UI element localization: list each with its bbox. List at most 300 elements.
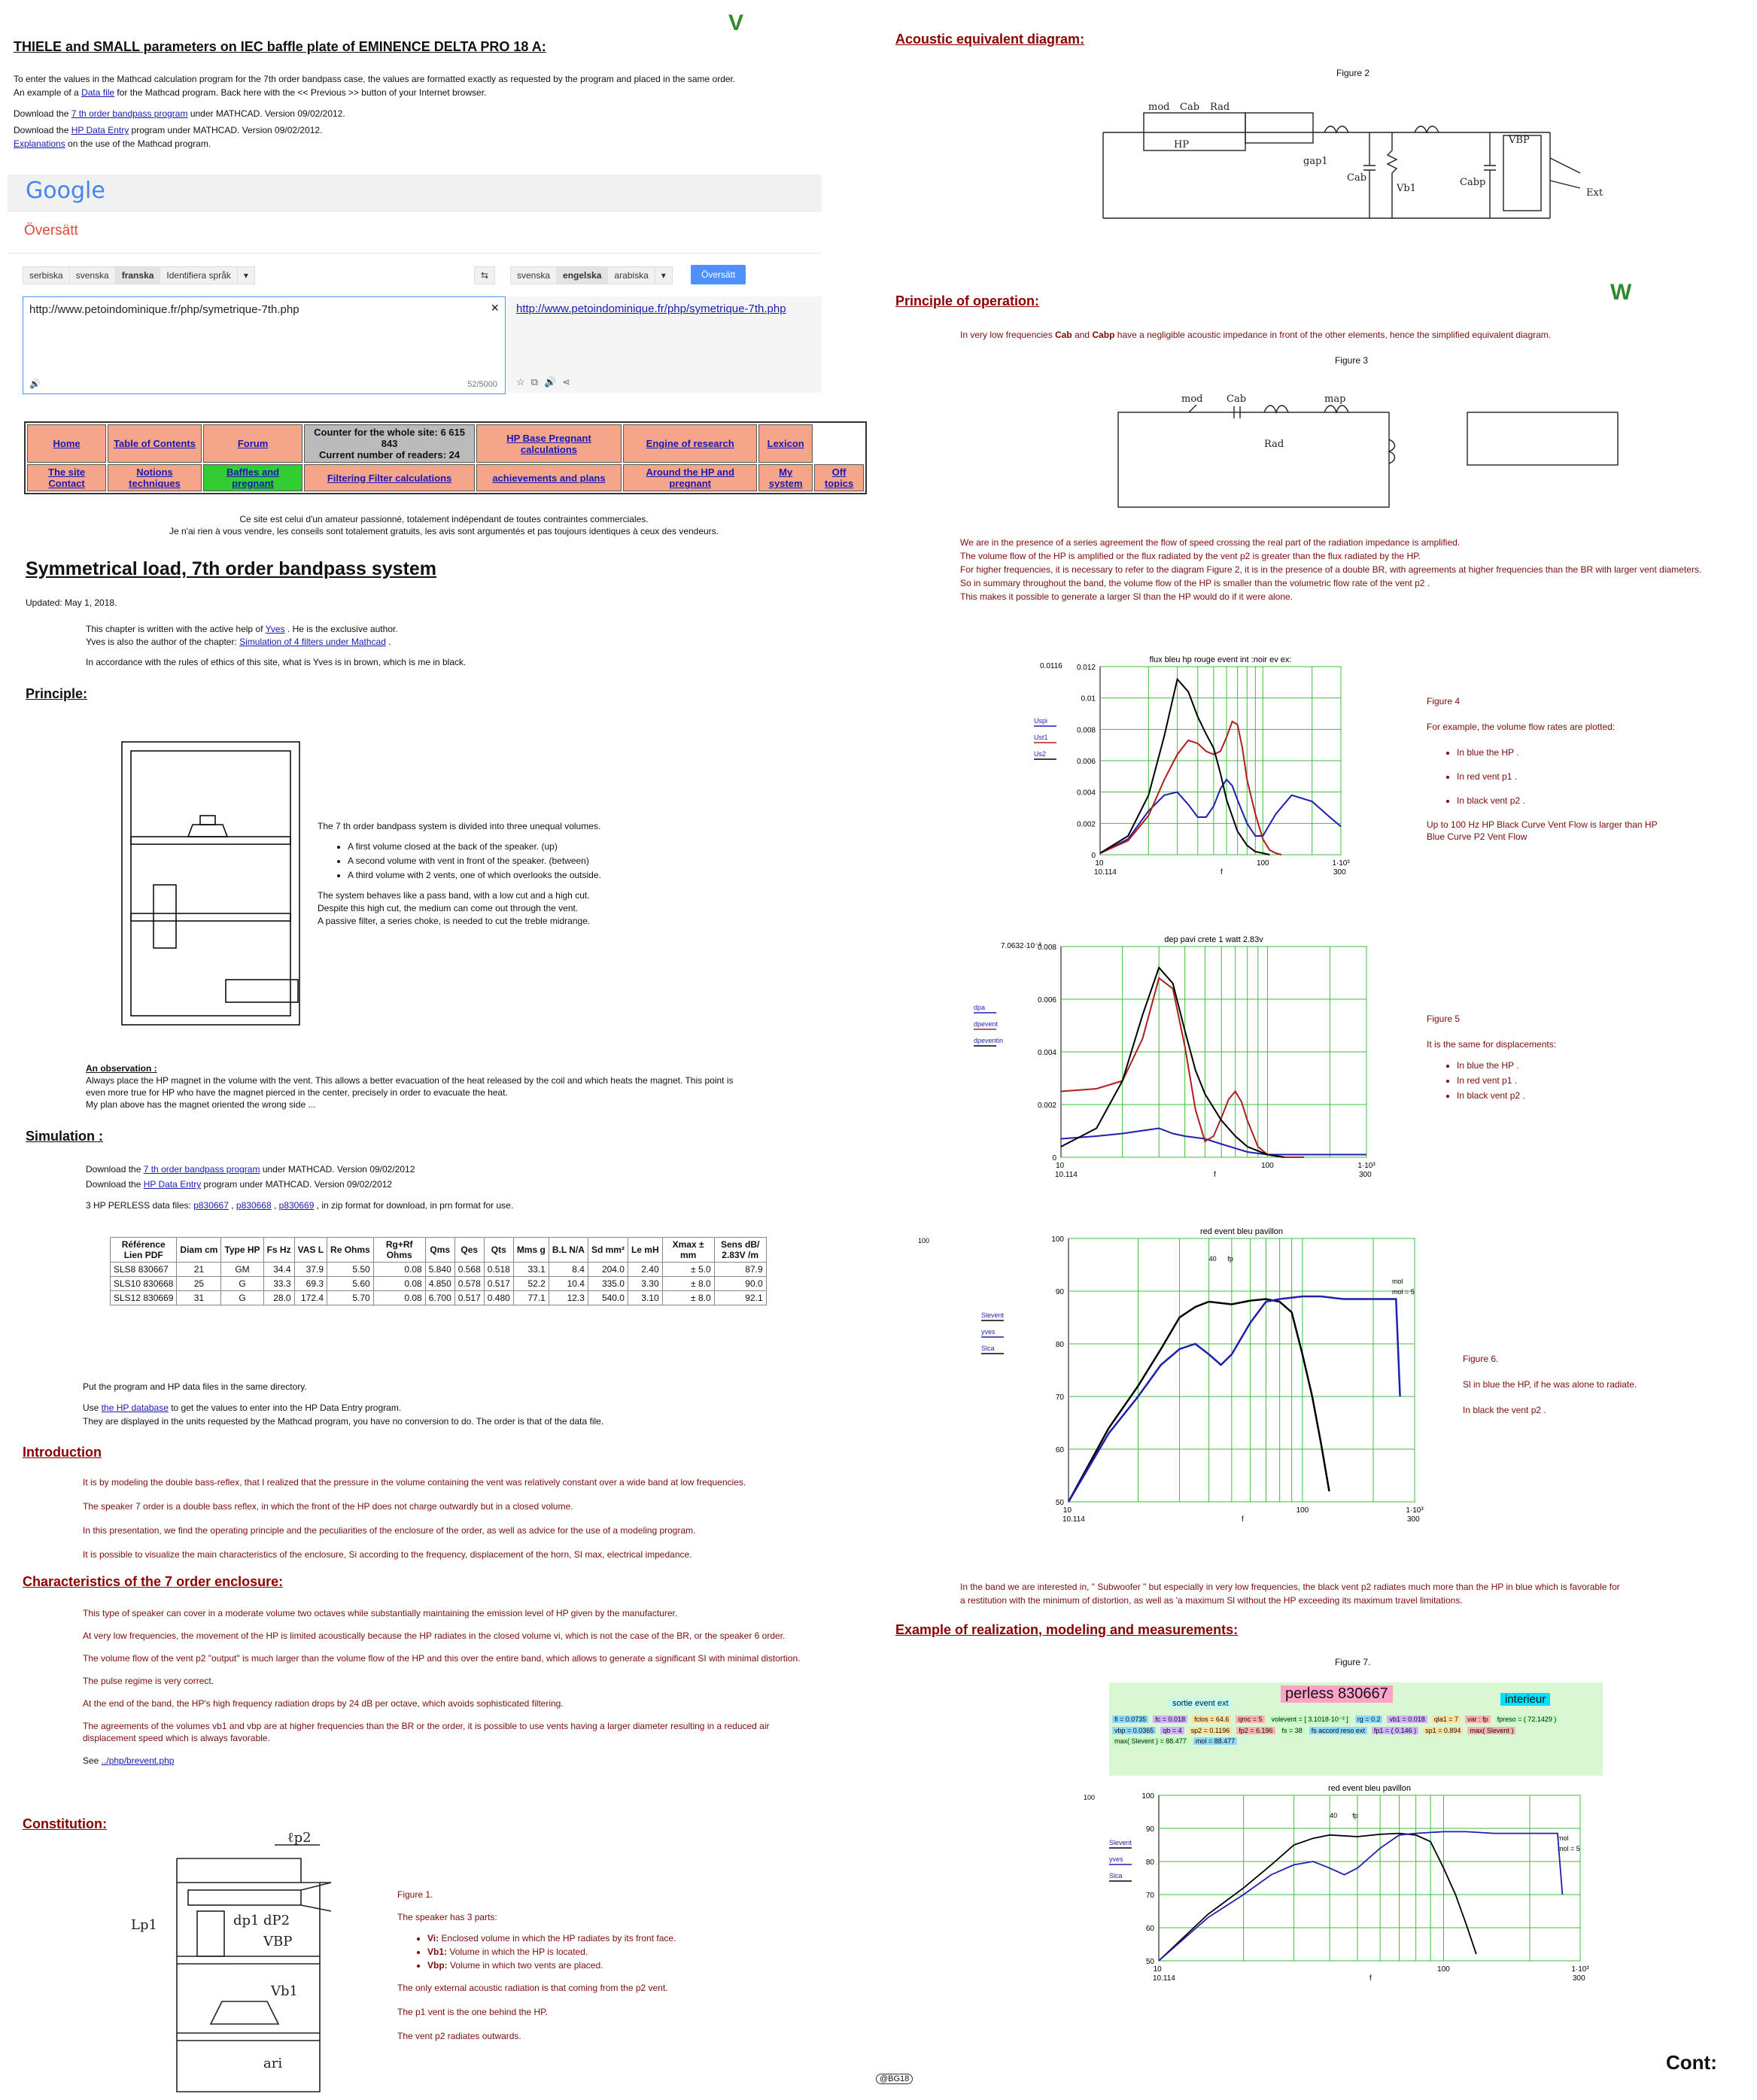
data-file-link[interactable]: Data file bbox=[81, 87, 115, 98]
x-axis-label: f bbox=[1369, 1974, 1372, 1983]
table-cell: G bbox=[221, 1291, 263, 1305]
nav-filtering[interactable] bbox=[304, 464, 474, 491]
rab-resistor bbox=[1388, 132, 1397, 218]
file-p830669-link[interactable]: p830669 bbox=[278, 1200, 315, 1211]
fig3-map: map bbox=[1324, 394, 1346, 405]
rad-box bbox=[1245, 113, 1313, 143]
y-tick-label: 50 bbox=[1145, 1958, 1154, 1966]
table-header-cell: Qms bbox=[425, 1238, 454, 1263]
y-tick-label: 0 bbox=[1091, 852, 1096, 860]
nav-home-link[interactable]: Home bbox=[53, 438, 81, 449]
visitor-counter bbox=[304, 424, 474, 463]
y-tick-label: 100 bbox=[1141, 1792, 1154, 1801]
nav-forum-link[interactable]: Forum bbox=[237, 438, 269, 449]
nav-forum[interactable] bbox=[203, 424, 303, 463]
fig7-parameter: sp2 = 0.1196 bbox=[1189, 1727, 1233, 1734]
x-tick-label: 10 bbox=[1062, 1506, 1072, 1515]
part-vbp-name: Vbp: bbox=[427, 1960, 448, 1971]
enclosure-outer bbox=[122, 742, 299, 1025]
figure7-panel bbox=[1109, 1682, 1603, 1776]
sim-files-prefix: 3 HP PERLESS data files: bbox=[86, 1200, 194, 1211]
figure1-text bbox=[397, 1889, 804, 2042]
inductor-b bbox=[1324, 406, 1348, 412]
table-cell: 0.08 bbox=[373, 1263, 425, 1277]
observation-heading: An observation : bbox=[86, 1063, 157, 1074]
google-translate-widget bbox=[8, 175, 822, 408]
part-vi-name: Vi: bbox=[427, 1933, 439, 1943]
hp-table-body bbox=[111, 1263, 767, 1305]
source-text: http://www.petoindominique.fr/php/symetrique-7th.php bbox=[29, 303, 299, 316]
table-cell: ± 5.0 bbox=[662, 1263, 714, 1277]
label-lp1: Lp1 bbox=[131, 1917, 157, 1933]
char-paragraph: At the end of the band, the HP's high frequency radiation drops by 24 dB per octave, which avoids sophisticated filtering. bbox=[83, 1698, 564, 1709]
chart-annotation: fp bbox=[1352, 1812, 1358, 1819]
file-p830667-link[interactable]: p830667 bbox=[193, 1200, 229, 1211]
poo-paragraph: So in summary throughout the band, the volume flow of the HP is smaller than the volumetric flow rate of the vent p2 . bbox=[960, 578, 1430, 588]
download-line-1 bbox=[14, 107, 826, 120]
hp-data-entry-link[interactable]: HP Data Entry bbox=[71, 125, 129, 135]
table-header-cell: Fs Hz bbox=[263, 1238, 294, 1263]
char-count: 52/5000 bbox=[467, 380, 497, 389]
divider bbox=[8, 253, 822, 254]
lang-svenska[interactable]: svenska bbox=[69, 266, 116, 284]
x-tick-label: 1·10³ bbox=[1406, 1506, 1424, 1515]
char-paragraph: This type of speaker can cover in a moderate volume two octaves while substantially maintaining the emission level of HP given by the manufacturer. bbox=[83, 1608, 678, 1618]
principle-p3: A passive filter, a series choke, is needed to cut the treble midrange. bbox=[318, 916, 591, 926]
figure5-caption: Figure 5 bbox=[1427, 1014, 1461, 1024]
author2-prefix: Yves is also the author of the chapter: bbox=[86, 637, 240, 647]
label-vi: ari bbox=[263, 2056, 283, 2071]
y-tick-label: 100 bbox=[1051, 1235, 1064, 1244]
label-dp1: dp1 bbox=[233, 1913, 260, 1928]
author1-prefix: This chapter is written with the active help of bbox=[86, 624, 266, 634]
lbl-rad: Rad bbox=[1210, 102, 1230, 113]
y-tick-label: 0.012 bbox=[1076, 664, 1096, 672]
table-header-cell: Mms g bbox=[513, 1238, 549, 1263]
y-top-label: 0.0116 bbox=[1040, 662, 1062, 670]
enclosure-diagram bbox=[120, 740, 301, 1026]
fig3-rad: Rad bbox=[1264, 439, 1284, 450]
counter-total: Counter for the whole site: 6 615 843 bbox=[314, 427, 465, 449]
sim-dl2-prefix: Download the bbox=[86, 1179, 144, 1190]
principle-p2: Despite this high cut, the medium can come out through the vent. bbox=[318, 903, 579, 913]
site-navigation bbox=[24, 421, 867, 494]
fig7-parameter: qmc = 5 bbox=[1236, 1716, 1264, 1723]
file-p830668-link[interactable]: p830668 bbox=[236, 1200, 272, 1211]
table-cell: SLS12 830669 bbox=[111, 1291, 177, 1305]
legend-label: Uspi bbox=[1034, 717, 1048, 725]
table-cell: 0.518 bbox=[484, 1263, 513, 1277]
brevent-link[interactable]: ../php/brevent.php bbox=[101, 1755, 175, 1766]
source-textarea[interactable] bbox=[23, 296, 506, 394]
download-line-3 bbox=[14, 137, 826, 150]
lbl-cabp: Cabp bbox=[1460, 177, 1486, 188]
fig7-right-label: interieur bbox=[1500, 1693, 1550, 1706]
nav-around-hp-link[interactable]: Around the HP and pregnant bbox=[646, 466, 734, 489]
nav-my-system[interactable] bbox=[758, 464, 813, 491]
poo-paragraphs bbox=[960, 536, 1750, 603]
table-cell: 8.4 bbox=[549, 1263, 588, 1277]
lbl-ext: Ext bbox=[1586, 187, 1603, 199]
vent-p2-tube bbox=[188, 1890, 301, 1905]
nav-around-hp[interactable] bbox=[623, 464, 757, 491]
fig7-title: perless 830667 bbox=[1281, 1685, 1393, 1703]
principle-of-operation-heading: Principle of operation: bbox=[895, 293, 1040, 308]
x-axis-label: f bbox=[1220, 868, 1223, 877]
fig7-parameter: max( Slevent ) = 88.477 bbox=[1112, 1737, 1189, 1745]
mapp-coil bbox=[1389, 439, 1395, 463]
components-1 bbox=[1189, 405, 1240, 418]
nav-lexicon[interactable] bbox=[758, 424, 813, 463]
vbp-box bbox=[1503, 135, 1541, 211]
table-header-cell: Rg+Rf Ohms bbox=[373, 1238, 425, 1263]
table-cell: 4.850 bbox=[425, 1277, 454, 1291]
chart-annotation: fp bbox=[1227, 1255, 1233, 1263]
nav-contact-link[interactable]: The site Contact bbox=[48, 466, 86, 489]
figure4-item: • In black vent p2 . bbox=[1457, 795, 1743, 807]
table-cell: 0.578 bbox=[454, 1277, 484, 1291]
table-header-cell: Diam cm bbox=[177, 1238, 221, 1263]
table-cell: 34.4 bbox=[263, 1263, 294, 1277]
chart-annotation: mol = 5 bbox=[1558, 1845, 1580, 1852]
lang-target-svenska[interactable]: svenska bbox=[510, 266, 557, 284]
swap-languages-icon[interactable]: ⇆ bbox=[474, 266, 495, 284]
char-paragraph: At very low frequencies, the movement of the HP is limited acoustically because the HP radiates in the closed volume vi, which is not the case of the BR, or the speaker 6 order. bbox=[83, 1630, 786, 1641]
example-heading: Example of realization, modeling and measurements: bbox=[895, 1622, 1239, 1637]
sim-bandpass-link[interactable]: 7 th order bandpass program bbox=[143, 1164, 260, 1175]
dl2-prefix: Download the bbox=[14, 125, 71, 135]
article-title: Symmetrical load, 7th order bandpass system bbox=[26, 558, 437, 579]
figure4-item: • In red vent p1 . bbox=[1457, 770, 1743, 783]
acoustic-diagram-heading: Acoustic equivalent diagram: bbox=[895, 32, 1085, 47]
target-chevron-down-icon[interactable]: ▾ bbox=[655, 266, 673, 284]
table-cell: 52.2 bbox=[513, 1277, 549, 1291]
table-header-cell: Re Ohms bbox=[327, 1238, 374, 1263]
figure4-item: • In blue the HP . bbox=[1457, 746, 1743, 758]
yves-link[interactable]: Yves bbox=[265, 624, 285, 634]
fig7-parameter: fp1 = ( 0.146 ) bbox=[1372, 1727, 1418, 1734]
table-cell: ± 8.0 bbox=[662, 1291, 714, 1305]
share-icon[interactable]: ⋖ bbox=[562, 376, 577, 387]
google-logo[interactable]: Google bbox=[26, 178, 105, 204]
copy-icon[interactable]: ⧉ bbox=[530, 376, 544, 387]
table-header-cell: Xmax ± mm bbox=[662, 1238, 714, 1263]
nav-contact[interactable] bbox=[27, 464, 106, 491]
principle-item: • A second volume with vent in front of the speaker. (between) bbox=[348, 855, 739, 868]
chart-title: flux bleu hp rouge event int :noir ev ex: bbox=[1149, 655, 1292, 664]
y-tick-label: 80 bbox=[1055, 1341, 1064, 1349]
fig7-parameter: var : fp bbox=[1465, 1716, 1491, 1723]
introduction-heading: Introduction bbox=[23, 1445, 102, 1460]
x-tick-label: 10 bbox=[1056, 1162, 1065, 1170]
legend-label: dpevent bbox=[974, 1020, 999, 1028]
chart-title: red event bleu pavillon bbox=[1199, 1227, 1284, 1236]
part-vb1-name: Vb1: bbox=[427, 1947, 448, 1957]
bandpass-program-link[interactable]: 7 th order bandpass program bbox=[71, 108, 188, 119]
hp-table-header bbox=[111, 1238, 767, 1263]
legend-label: Slevent bbox=[1109, 1839, 1132, 1846]
poo-paragraph: This makes it possible to generate a larger Sl than the HP would do if it were alone. bbox=[960, 591, 1293, 602]
disclaimer bbox=[23, 513, 865, 537]
chart-annotation: mol = 5 bbox=[1392, 1288, 1415, 1296]
explanations-link[interactable]: Explanations bbox=[14, 138, 65, 149]
translate-button[interactable]: Översätt bbox=[691, 265, 746, 284]
figure7-caption: Figure 7. bbox=[1335, 1657, 1371, 1667]
hp-database-link[interactable]: the HP database bbox=[101, 1403, 169, 1413]
fig7-parameter: max( Slevent ) bbox=[1467, 1727, 1515, 1734]
nav-filtering-link[interactable]: Filtering Filter calculations bbox=[327, 472, 452, 484]
nav-my-system-link[interactable]: My system bbox=[768, 466, 803, 489]
figure1-p2: The only external acoustic radiation is that coming from the p2 vent. bbox=[397, 1983, 668, 1993]
lbl-vbp: VBP bbox=[1509, 135, 1530, 146]
figure4-text bbox=[1427, 695, 1743, 843]
chart-annotation: mol bbox=[1558, 1834, 1569, 1842]
nav-toc-link[interactable]: Table of Contents bbox=[114, 438, 196, 449]
figure4-chart bbox=[1031, 652, 1362, 885]
side-label: 100 bbox=[1084, 1794, 1096, 1801]
table-cell: SLS8 830667 bbox=[111, 1263, 177, 1277]
nav-off-topics[interactable] bbox=[814, 464, 864, 491]
table-cell: G bbox=[221, 1277, 263, 1291]
nav-baffles[interactable] bbox=[203, 464, 303, 491]
w-mark: W bbox=[1610, 280, 1632, 305]
hp-box bbox=[1144, 113, 1245, 150]
x-min-label: 10.114 bbox=[1055, 1171, 1078, 1179]
chart-title: red event bleu pavillon bbox=[1327, 1784, 1412, 1793]
legend-label: Ust1 bbox=[1034, 734, 1048, 741]
fig7-parameter: rg = 0.2 bbox=[1355, 1716, 1383, 1723]
nav-baffles-link[interactable]: Baffles and pregnant bbox=[226, 466, 280, 489]
legend-label: dpeventin bbox=[974, 1037, 1004, 1044]
speaker-sketch bbox=[211, 2001, 278, 2024]
nav-achievements-link[interactable]: achievements and plans bbox=[492, 472, 606, 484]
figure7-chart bbox=[1084, 1779, 1603, 1983]
figure4-intro: For example, the volume flow rates are plotted: bbox=[1427, 722, 1616, 732]
use-database-line bbox=[83, 1401, 835, 1415]
figure6-p1: Sl in blue the HP, if he was alone to radiate. bbox=[1463, 1379, 1637, 1390]
lbl-mod: mod bbox=[1148, 102, 1170, 113]
table-cell: 5.50 bbox=[327, 1263, 374, 1277]
author-line-2 bbox=[86, 636, 763, 649]
table-cell: 0.517 bbox=[454, 1291, 484, 1305]
nav-notions-link[interactable]: Notions techniques bbox=[129, 466, 181, 489]
inductor-1 bbox=[1324, 126, 1348, 132]
sim-hp-data-entry-link[interactable]: HP Data Entry bbox=[143, 1179, 202, 1190]
subwoofer-line-2: a restitution with the minimum of distortion, as well as 'a maximum Sl without the HP exceeding its maximum travel limitations. bbox=[960, 1595, 1463, 1606]
principle-text bbox=[318, 820, 739, 928]
speaker-icon[interactable]: 🔊 bbox=[543, 376, 563, 387]
principle-item: • A third volume with 2 vents, one of which overlooks the outside. bbox=[348, 869, 739, 882]
download-line-2 bbox=[14, 123, 826, 137]
fig7-parameter: vb1 = 0.018 bbox=[1387, 1716, 1427, 1723]
legend-label: Slca bbox=[981, 1345, 995, 1352]
observation-line: even more true for HP who have the magnet pierced in the center, precisely in order to evacuate the heat. bbox=[86, 1087, 508, 1098]
y-tick-label: 0.006 bbox=[1037, 996, 1056, 1004]
star-icon[interactable]: ☆ bbox=[516, 376, 531, 387]
y-top-label: 7.0632·10⁻³ bbox=[1001, 942, 1041, 950]
y-tick-label: 0.01 bbox=[1081, 694, 1096, 704]
dl2-suffix: program under MATHCAD. Version 09/02/2012. bbox=[129, 125, 323, 135]
constitution-sketch bbox=[113, 1830, 369, 2099]
characteristics-heading: Characteristics of the 7 order enclosure: bbox=[23, 1574, 284, 1589]
nav-hp-base[interactable] bbox=[476, 424, 622, 463]
table-row bbox=[111, 1277, 767, 1291]
part-vb1 bbox=[427, 1946, 804, 1958]
principle-intro: The 7 th order bandpass system is divided into three unequal volumes. bbox=[318, 821, 601, 831]
chevron-down-icon[interactable]: ▾ bbox=[237, 266, 255, 284]
table-cell: 33.1 bbox=[513, 1263, 549, 1277]
table-cell: 12.3 bbox=[549, 1291, 588, 1305]
intro-paragraph: In this presentation, we find the operating principle and the peculiarities of the enclosure of the order, as well as advice for the use of a modeling program. bbox=[83, 1525, 696, 1536]
poo-c: and bbox=[1072, 330, 1093, 340]
see-line bbox=[83, 1755, 807, 1767]
fig7-parameter: sp1 = 0.894 bbox=[1423, 1727, 1463, 1734]
poo-intro bbox=[960, 330, 1713, 340]
sim-dl1-suffix: under MATHCAD. Version 09/02/2012 bbox=[260, 1164, 415, 1175]
y-tick-label: 90 bbox=[1145, 1825, 1154, 1834]
legend-label: Us2 bbox=[1034, 750, 1047, 758]
table-header-cell: Type HP bbox=[221, 1238, 263, 1263]
intro-line-1: To enter the values in the Mathcad calculation program for the 7th order bandpass case, the values are formatted exactly as requested by the program and placed in the same order. bbox=[14, 74, 736, 84]
continue-label: Cont: bbox=[1666, 2051, 1717, 2074]
table-cell: 77.1 bbox=[513, 1291, 549, 1305]
y-tick-label: 70 bbox=[1055, 1393, 1064, 1402]
put-files-note: Put the program and HP data files in the same directory. bbox=[83, 1381, 307, 1392]
google-header bbox=[8, 175, 822, 211]
poo-a: In very low frequencies bbox=[960, 330, 1056, 340]
table-cell: 3.30 bbox=[628, 1277, 662, 1291]
figure6-p2: In black the vent p2 . bbox=[1463, 1405, 1546, 1415]
lang-target-engelska[interactable]: engelska bbox=[556, 266, 608, 284]
nav-achievements[interactable] bbox=[476, 464, 622, 491]
nav-search-link[interactable]: Engine of research bbox=[646, 438, 734, 449]
x-axis-label: f bbox=[1242, 1515, 1244, 1524]
figure5-chart bbox=[971, 927, 1392, 1190]
fig7-parameter: fpreso = ( 72.1429 ) bbox=[1495, 1716, 1559, 1723]
fig7-parameter: fp2 = 6.196 bbox=[1236, 1727, 1275, 1734]
intro-suffix: for the Mathcad program. Back here with the << Previous >> button of your Internet browser. bbox=[114, 87, 487, 98]
x-tick-label: 10 bbox=[1153, 1965, 1162, 1974]
nav-off-topics-link[interactable]: Off topics bbox=[824, 466, 854, 489]
y-tick-label: 0.002 bbox=[1076, 820, 1096, 829]
fig7-chip-area bbox=[1112, 1714, 1601, 1746]
y-tick-label: 0.008 bbox=[1076, 726, 1096, 735]
hp-parameters-table bbox=[110, 1237, 767, 1305]
table-header-cell: Sens dB/ 2.83V /m bbox=[714, 1238, 766, 1263]
nav-notions[interactable] bbox=[108, 464, 202, 491]
simulation-downloads bbox=[86, 1162, 763, 1213]
cabp-capacitor bbox=[1484, 132, 1496, 218]
table-cell: 204.0 bbox=[588, 1263, 628, 1277]
lbl-vb1: Vb1 bbox=[1397, 183, 1416, 194]
part-vbp-desc: Volume in which two vents are placed. bbox=[447, 1960, 603, 1971]
fig7-parameter: fclos = 64.6 bbox=[1192, 1716, 1231, 1723]
translation-output bbox=[507, 296, 822, 393]
char-paragraph: The pulse regime is very correct. bbox=[83, 1676, 214, 1686]
figure1-intro: The speaker has 3 parts: bbox=[397, 1912, 497, 1922]
inductor-2 bbox=[1415, 126, 1439, 132]
usage-notes bbox=[83, 1380, 835, 1428]
figure1-p4: The vent p2 radiates outwards. bbox=[397, 2031, 521, 2041]
lang-detect[interactable]: Identifiera språk bbox=[160, 266, 237, 284]
listen-icon[interactable]: 🔊 bbox=[29, 378, 41, 389]
label-dp2: dP2 bbox=[263, 1913, 290, 1928]
table-cell: 540.0 bbox=[588, 1291, 628, 1305]
y-tick-label: 0.006 bbox=[1076, 758, 1096, 766]
figure4-chart-wrap bbox=[1031, 652, 1362, 887]
table-cell: 5.840 bbox=[425, 1263, 454, 1277]
table-header-cell: VAS L bbox=[294, 1238, 327, 1263]
intro-text bbox=[14, 72, 826, 150]
figure5-item: • In black vent p2 . bbox=[1457, 1090, 1728, 1102]
y-tick-label: 0.008 bbox=[1037, 944, 1056, 952]
poo-paragraph: We are in the presence of a series agreement the flow of speed crossing the real part of the radiation impedance is amplified. bbox=[960, 537, 1461, 548]
y-tick-label: 70 bbox=[1145, 1892, 1154, 1900]
intro-paragraph: It is by modeling the double bass-reflex, that I realized that the pressure in the volume containing the vent was relatively constant over a wide band at low frequencies. bbox=[83, 1477, 746, 1488]
x-tick-label: 100 bbox=[1296, 1506, 1309, 1515]
poo-cab: Cab bbox=[1055, 330, 1072, 340]
legend-label: yves bbox=[1109, 1855, 1123, 1863]
nav-home[interactable] bbox=[27, 424, 106, 463]
table-cell: 0.517 bbox=[484, 1277, 513, 1291]
speaker-magnet bbox=[200, 816, 215, 825]
table-cell: 90.0 bbox=[714, 1277, 766, 1291]
part-vb1-desc: Volume in which the HP is located. bbox=[447, 1947, 588, 1957]
y-tick-label: 60 bbox=[1145, 1925, 1154, 1933]
table-cell: 3.10 bbox=[628, 1291, 662, 1305]
nav-toc[interactable] bbox=[108, 424, 202, 463]
lang-franska[interactable]: franska bbox=[115, 266, 161, 284]
figure6-chart bbox=[918, 1219, 1460, 1535]
introduction-text bbox=[83, 1476, 805, 1561]
table-row bbox=[111, 1291, 767, 1305]
table-cell: 2.40 bbox=[628, 1263, 662, 1277]
label-lp2: ℓp2 bbox=[287, 1830, 312, 1846]
target-language-bar bbox=[510, 266, 672, 284]
nav-lexicon-link[interactable]: Lexicon bbox=[767, 438, 804, 449]
output-arrows bbox=[1550, 158, 1580, 188]
legend-label: dpa bbox=[974, 1004, 986, 1011]
updated-date: Updated: May 1, 2018. bbox=[26, 597, 117, 608]
table-cell: 6.700 bbox=[425, 1291, 454, 1305]
simulation-filters-link[interactable]: Simulation of 4 filters under Mathcad bbox=[239, 637, 386, 647]
simulation-heading: Simulation : bbox=[26, 1129, 103, 1144]
poo-d: have a negligible acoustic impedance in front of the other elements, hence the simplified equivalent diagram. bbox=[1114, 330, 1552, 340]
shelf-upper bbox=[131, 837, 290, 844]
nav-hp-base-link[interactable]: HP Base Pregnant calculations bbox=[506, 432, 591, 455]
fig7-parameter: volevent = [ 3.1018·10⁻³ ] bbox=[1269, 1716, 1351, 1724]
fig7-parameter: fc = 0.018 bbox=[1153, 1716, 1187, 1723]
author-line-1 bbox=[86, 623, 763, 636]
table-cell: 28.0 bbox=[263, 1291, 294, 1305]
table-cell: 0.568 bbox=[454, 1263, 484, 1277]
part-vbp bbox=[427, 1959, 804, 1971]
fig7-parameter: fs accord reso ext bbox=[1309, 1727, 1367, 1734]
lang-target-arabiska[interactable]: arabiska bbox=[607, 266, 655, 284]
figure6-text bbox=[1463, 1353, 1734, 1416]
figure4-note: Blue Curve P2 Vent Flow bbox=[1427, 831, 1527, 842]
translated-url-link[interactable]: http://www.petoindominique.fr/php/symetrique-7th.php bbox=[516, 302, 786, 315]
author-block bbox=[86, 623, 763, 669]
x-tick-label: 100 bbox=[1437, 1965, 1450, 1974]
nav-search[interactable] bbox=[623, 424, 757, 463]
clear-icon[interactable]: × bbox=[491, 300, 499, 315]
y-tick-label: 60 bbox=[1055, 1446, 1064, 1454]
lang-serbiska[interactable]: serbiska bbox=[23, 266, 70, 284]
v-mark: V bbox=[728, 11, 744, 35]
constitution-heading: Constitution: bbox=[23, 1816, 107, 1831]
inductor-a bbox=[1264, 406, 1288, 412]
